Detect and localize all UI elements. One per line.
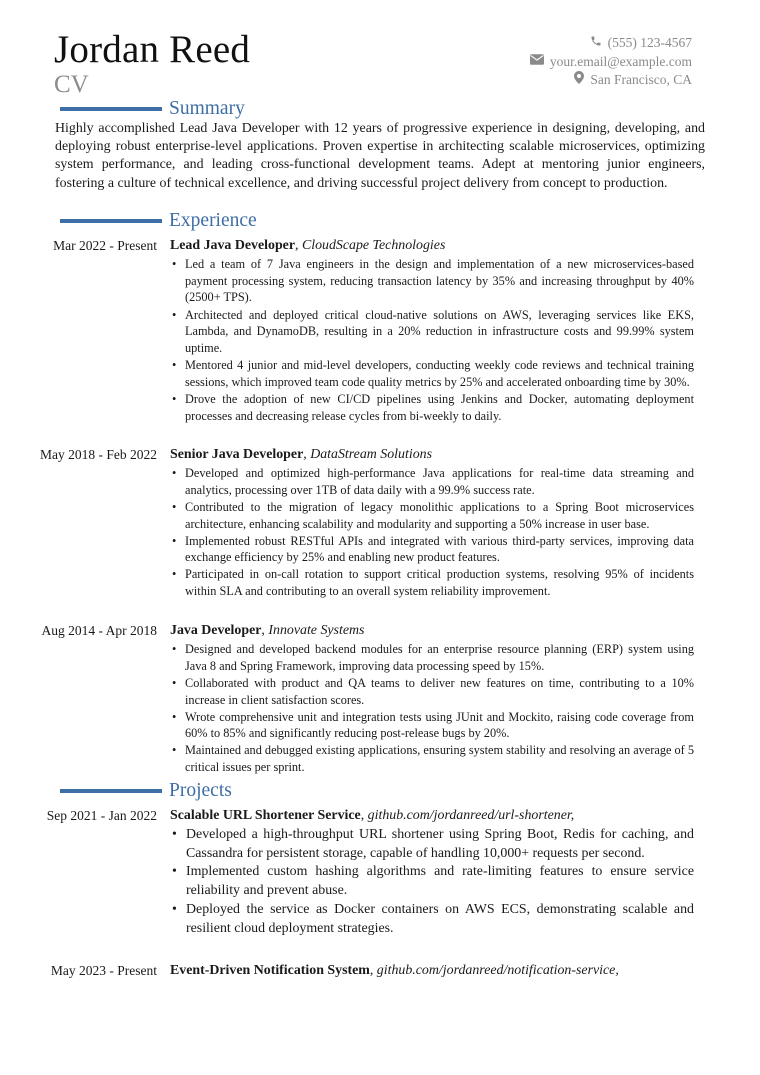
map-pin-icon <box>574 71 584 90</box>
phone-text: (555) 123-4567 <box>607 35 692 50</box>
list-item: • Participated in on-call rotation to support critical production systems, resolving 95% of incidents within SLA and contributing to an overall system reliability improvement. <box>170 566 694 599</box>
contact-block <box>392 34 692 90</box>
bullet-list <box>170 465 694 600</box>
candidate-name: Jordan Reed <box>54 28 251 71</box>
bullet-list <box>170 256 694 425</box>
entry-date: Aug 2014 - Apr 2018 <box>41 623 157 638</box>
list-item: • Deployed the service as Docker containers on AWS ECS, demonstrating scalable and resilient cloud deployment strategies. <box>170 901 694 938</box>
company-name: Innovate Systems <box>268 623 365 638</box>
entry-date: Mar 2022 - Present <box>53 238 157 253</box>
contact-email[interactable] <box>392 53 692 72</box>
entry-date: May 2018 - Feb 2022 <box>40 447 157 462</box>
list-item: • Contributed to the migration of legacy monolithic applications to a Spring Boot microservices architecture, enhancing scalability and modularity and supporting a 50% increase in user base. <box>170 499 694 532</box>
entry-title: Lead Java Developer, CloudScape Technologies <box>170 238 446 253</box>
location-text: San Francisco, CA <box>590 72 692 87</box>
section-header-experience <box>60 210 660 232</box>
list-item: • Mentored 4 junior and mid-level developers, conducting weekly code reviews and technical training sessions, which improved team code quality metrics by 25% and accelerated onboarding time by 30%. <box>170 357 694 390</box>
entry-date: Sep 2021 - Jan 2022 <box>46 808 157 823</box>
email-text: your.email@example.com <box>549 53 692 69</box>
entry-date: May 2023 - Present <box>50 963 157 978</box>
entry-title: Senior Java Developer, DataStream Solutions <box>170 447 432 462</box>
contact-phone[interactable] <box>392 34 692 53</box>
job-role: Senior Java Developer <box>170 447 304 462</box>
section-header-projects <box>60 780 660 802</box>
bullet-list <box>170 641 694 776</box>
company-name: CloudScape Technologies <box>301 238 446 253</box>
list-item: • Implemented custom hashing algorithms and rate-limiting features to ensure service reliability and prevent abuse. <box>170 863 694 900</box>
entry-title: Java Developer, Innovate Systems <box>170 623 365 638</box>
section-accent-bar <box>60 219 162 223</box>
project-link[interactable]: github.com/jordanreed/notification-service, <box>376 963 619 978</box>
project-name: Event-Driven Notification System <box>170 963 370 978</box>
list-item: • Developed a high-throughput URL shortener using Spring Boot, Redis for caching, and Cassandra for persistent storage, capable of handling 10,000+ requests per second. <box>170 826 694 863</box>
project-link[interactable]: github.com/jordanreed/url-shortener, <box>367 808 575 823</box>
list-item: • Implemented robust RESTful APIs and integrated with various third-party services, improving data exchange efficiency by 25% and enabling new product features. <box>170 533 694 566</box>
list-item: • Drove the adoption of new CI/CD pipelines using Jenkins and Docker, automating deployment processes and decreasing release cycles from bi-weekly to daily. <box>170 391 694 424</box>
list-item: • Wrote comprehensive unit and integration tests using JUnit and Mockito, raising code coverage from 60% to 85% and significantly reducing post-release bugs by 20%. <box>170 709 694 742</box>
summary-text: Highly accomplished Lead Java Developer with 12 years of progressive experience in designing, developing, and deploying robust enterprise-level applications. Proven expertise in architecting scalable microservices, optimizing system performance, and leading cross-functional development teams. Adept at mentoring junior engineers, fostering a culture of technical excellence, and driving successful project delivery from concept to production. <box>55 121 705 191</box>
section-header-summary <box>60 98 660 120</box>
bullet-list <box>170 826 694 938</box>
section-accent-bar <box>60 107 162 111</box>
document-subtitle: CV <box>54 71 89 98</box>
list-item: • Maintained and debugged existing applications, ensuring system stability and resolving an average of 5 critical issues per sprint. <box>170 742 694 775</box>
section-title-experience: Experience <box>169 210 257 231</box>
list-item: • Designed and developed backend modules for an enterprise resource planning (ERP) system using Java 8 and Spring Framework, improving data processing speed by 15%. <box>170 641 694 674</box>
list-item: • Developed and optimized high-performance Java applications for real-time data streaming and analytics, processing over 1TB of data daily with a 99.9% success rate. <box>170 465 694 498</box>
envelope-icon <box>530 52 544 71</box>
section-title-projects: Projects <box>169 780 232 801</box>
list-item: • Architected and deployed critical cloud-native solutions on AWS, leveraging services like EKS, Lambda, and DynamoDB, resulting in a 20% reduction in infrastructure costs and 99.99% system uptime. <box>170 307 694 357</box>
entry-title: Scalable URL Shortener Service, github.com/jordanreed/url-shortener, <box>170 808 575 823</box>
phone-icon <box>590 34 602 53</box>
contact-location <box>392 71 692 90</box>
list-item: • Collaborated with product and QA teams to deliver new features on time, contributing to a 10% increase in client satisfaction scores. <box>170 675 694 708</box>
section-title-summary: Summary <box>169 98 245 119</box>
job-role: Lead Java Developer <box>170 238 295 253</box>
project-name: Scalable URL Shortener Service <box>170 808 361 823</box>
entry-title: Event-Driven Notification System, github.com/jordanreed/notification-service, <box>170 963 619 978</box>
section-accent-bar <box>60 789 162 793</box>
company-name: DataStream Solutions <box>310 447 432 462</box>
job-role: Java Developer <box>170 623 262 638</box>
list-item: • Led a team of 7 Java engineers in the design and implementation of a new microservices-based payment processing system, reducing transaction latency by 35% and increasing throughput by 40% (2500+ TPS). <box>170 256 694 306</box>
